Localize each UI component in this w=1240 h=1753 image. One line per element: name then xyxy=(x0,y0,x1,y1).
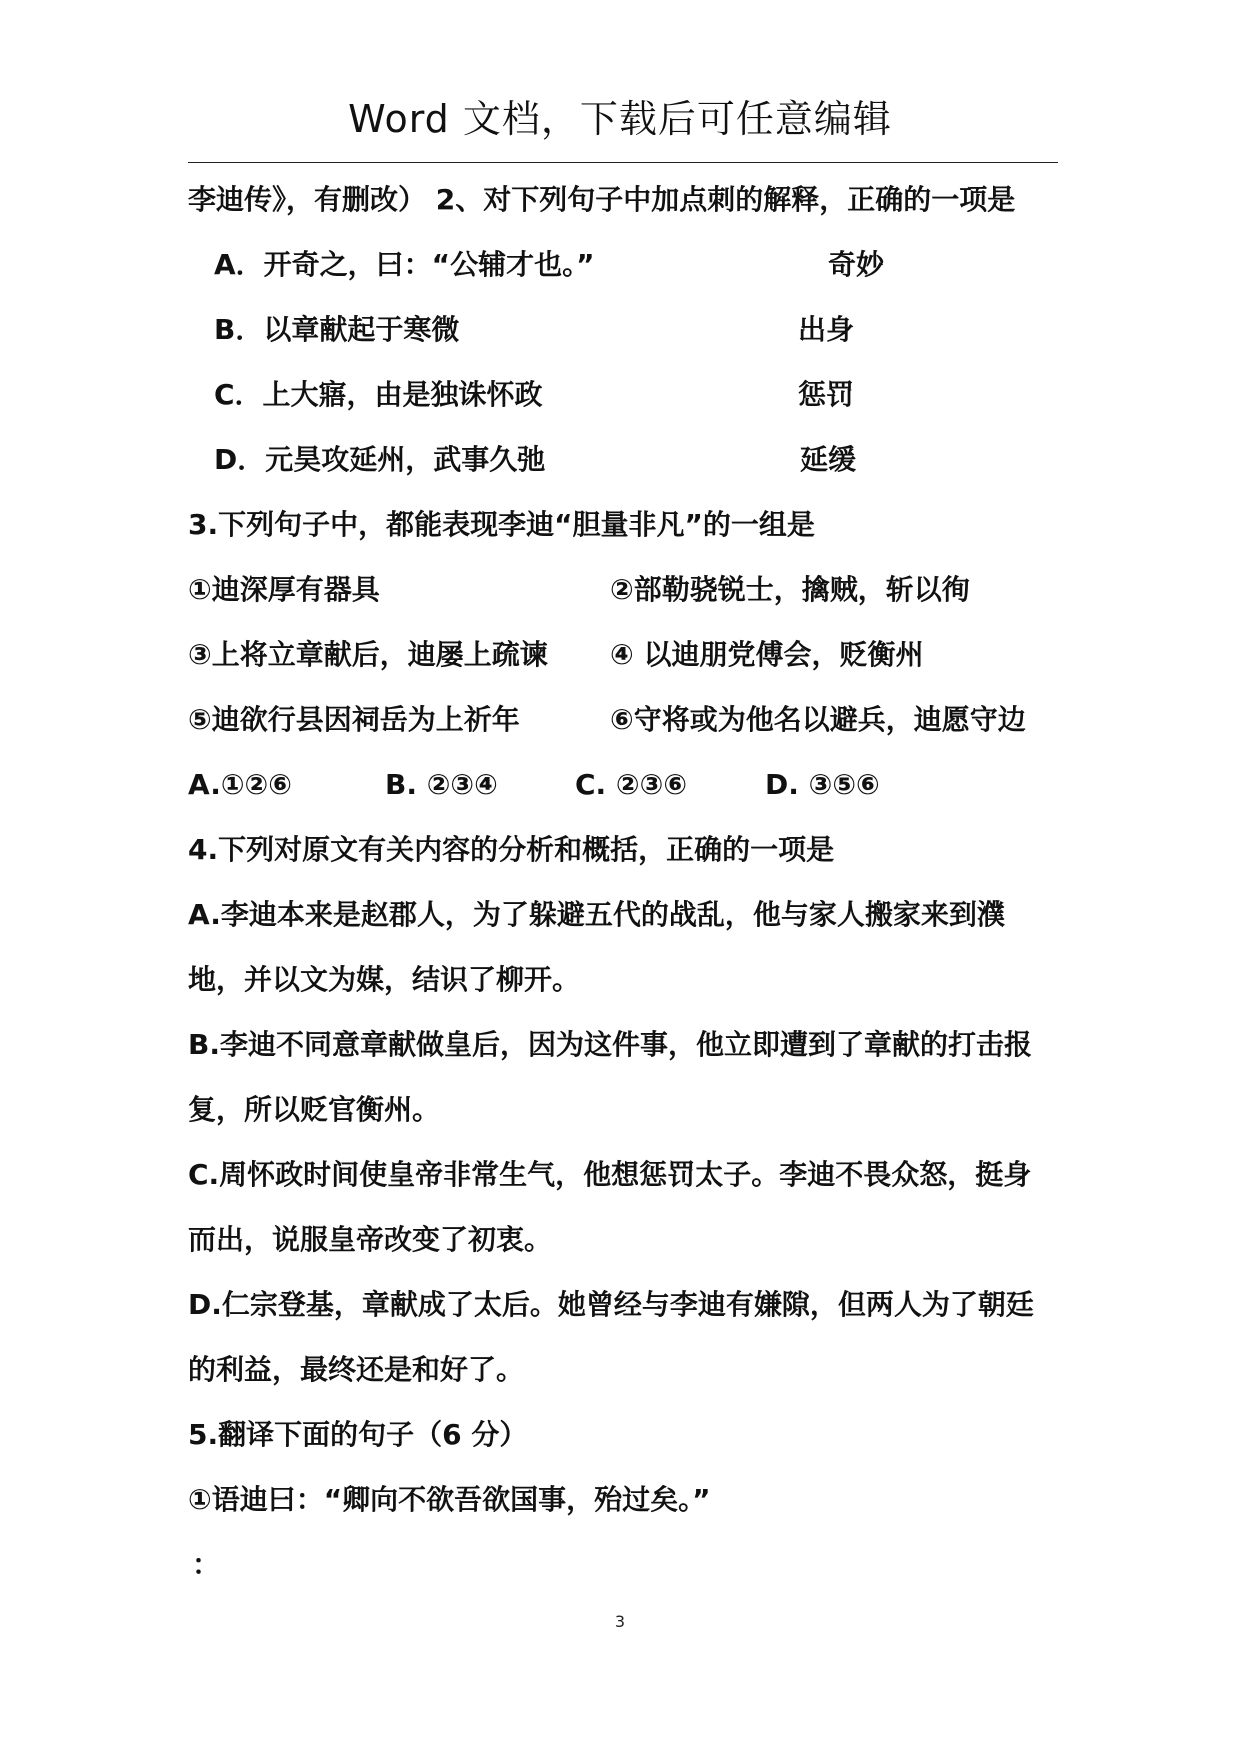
q3-choice-d: D. ③⑤⑥ xyxy=(765,768,880,801)
q3-choice-b: B. ②③④ xyxy=(385,768,498,801)
q4-line-1: A.李迪本来是赵郡人，为了躲避五代的战乱，他与家人搬家来到濮 xyxy=(188,898,1005,931)
q4-line-4: 复，所以贬官衡州。 xyxy=(188,1093,441,1126)
q4-line-3: B.李迪不同意章献做皇后，因为这件事，他立即遭到了章献的打击报 xyxy=(188,1028,1032,1061)
q2-option-b: B．以章献起于寒微 xyxy=(214,313,460,346)
q3-item-5: ⑤迪欲行县因祠岳为上祈年 xyxy=(188,703,520,736)
page-header: Word 文档，下载后可任意编辑 xyxy=(348,97,892,141)
q3-item-2: ②部勒骁锐士，擒贼，斩以徇 xyxy=(610,573,970,606)
q5-item-1: ①语迪曰：“卿向不欲吾欲国事，殆过矣。” xyxy=(188,1483,711,1516)
q4-line-5: C.周怀政时间使皇帝非常生气，他想惩罚太子。李迪不畏众怒，挺身 xyxy=(188,1158,1032,1191)
q4-line-7: D.仁宗登基，章献成了太后。她曾经与李迪有嫌隙，但两人为了朝廷 xyxy=(188,1288,1034,1321)
q4-line-8: 的利益，最终还是和好了。 xyxy=(188,1353,525,1386)
q3-item-3: ③上将立章献后，迪屡上疏谏 xyxy=(188,638,548,671)
q5-title: 5.翻译下面的句子（6 分） xyxy=(188,1418,528,1451)
q3-item-6: ⑥守将或为他名以避兵，迪愿守边 xyxy=(610,703,1026,736)
q5-answer-colon: ： xyxy=(192,1548,221,1581)
q2-option-d: D．元昊攻延州，武事久弛 xyxy=(214,443,546,476)
q3-choice-a: A.①②⑥ xyxy=(188,768,292,801)
q3-choice-c: C. ②③⑥ xyxy=(575,768,688,801)
page-number: 3 xyxy=(614,1612,626,1631)
header-divider xyxy=(188,162,1058,163)
intro-line: 李迪传》，有删改） 2、对下列句子中加点刺的解释，正确的一项是 xyxy=(188,183,1016,216)
q2-option-a: A．开奇之，曰：“公辅才也。” xyxy=(214,248,595,281)
q3-item-1: ①迪深厚有器具 xyxy=(188,573,380,606)
q4-title: 4.下列对原文有关内容的分析和概括，正确的一项是 xyxy=(188,833,835,866)
q2-option-a-gloss: 奇妙 xyxy=(828,248,885,281)
q2-option-c: C．上大寤，由是独诛怀政 xyxy=(214,378,543,411)
q2-option-d-gloss: 延缓 xyxy=(800,443,857,476)
q3-title: 3.下列句子中，都能表现李迪“胆量非凡”的一组是 xyxy=(188,508,815,541)
q2-option-b-gloss: 出身 xyxy=(798,313,855,346)
q2-option-c-gloss: 惩罚 xyxy=(798,378,855,411)
q4-line-2: 地，并以文为媒，结识了柳开。 xyxy=(188,963,581,996)
q4-line-6: 而出，说服皇帝改变了初衷。 xyxy=(188,1223,553,1256)
q3-item-4: ④ 以迪朋党傅会，贬衡州 xyxy=(610,638,924,671)
